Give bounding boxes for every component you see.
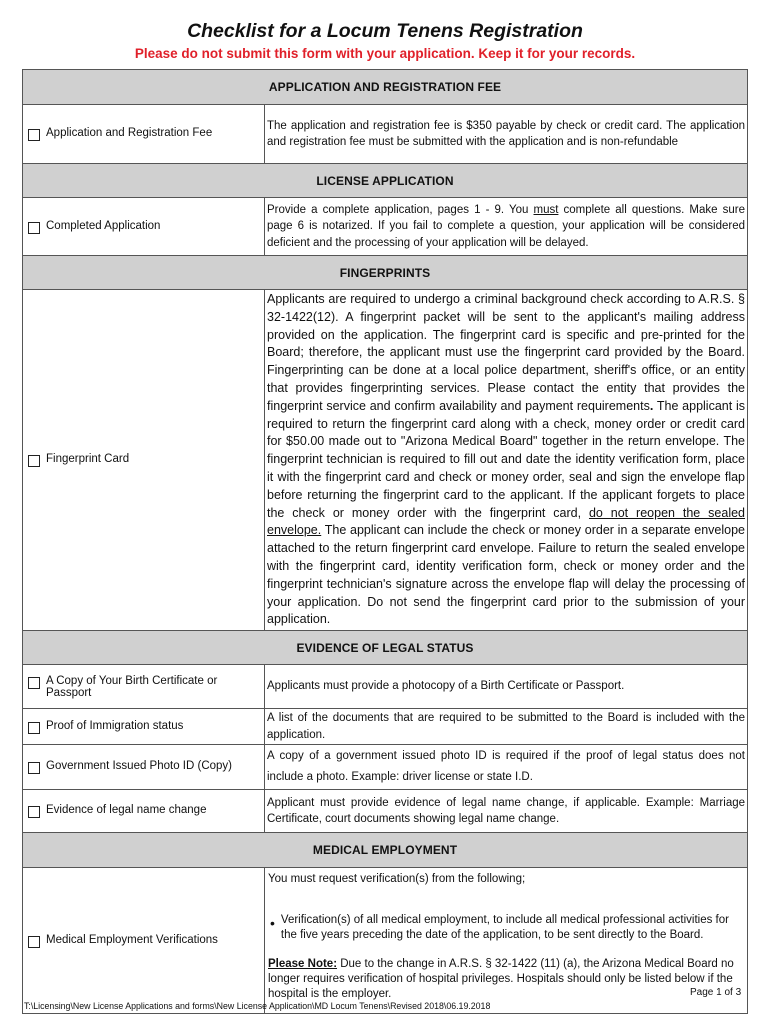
checkbox-photo-id[interactable]	[28, 762, 40, 774]
checkbox-completed-application[interactable]	[28, 222, 40, 234]
list-item: • Verification(s) of all medical employment, to include all medical professional activities for the five years preceding the date of the application, to be sent directly to the Board.	[270, 914, 729, 942]
checklist-table	[22, 69, 748, 1014]
section-header-license	[23, 164, 748, 198]
page-title: Checklist for a Locum Tenens Registration	[187, 20, 583, 42]
section-header-fee	[23, 70, 748, 105]
item-description: Applicants must provide a photocopy of a Birth Certificate or Passport.	[265, 665, 748, 709]
item-description: The application and registration fee is $350 payable by check or credit card. The application and registration fee must be submitted with the application and is non-refundable	[265, 105, 748, 164]
section-header-legal-status	[23, 631, 748, 665]
checkbox-employment-verifications[interactable]	[28, 936, 40, 948]
page-subtitle-warning: Please do not submit this form with your application. Keep it for your records.	[134, 46, 636, 61]
bullet-icon: •	[270, 915, 275, 932]
item-label: Government Issued Photo ID (Copy)	[46, 760, 232, 773]
item-label: A Copy of Your Birth Certificate or Passport	[46, 674, 218, 699]
checkbox-immigration-status[interactable]	[28, 722, 40, 734]
item-description	[265, 868, 748, 1014]
item-label: Evidence of legal name change	[46, 804, 207, 817]
section-heading: EVIDENCE OF LEGAL STATUS	[23, 631, 748, 665]
section-heading: APPLICATION AND REGISTRATION FEE	[23, 70, 748, 105]
file-path-footer: T:\Licensing\New License Applications and forms\New License Application\MD Locum Tenens\Revised 2018\06.19.2018	[24, 1001, 491, 1011]
checklist-row-application	[23, 198, 748, 256]
page-number: Page 1 of 3	[690, 987, 742, 998]
checkbox-birth-certificate[interactable]	[28, 677, 40, 689]
item-label: Proof of Immigration status	[46, 719, 184, 732]
checklist-row-name-change	[23, 790, 748, 833]
item-description: Applicant must provide evidence of legal name change, if applicable. Example: Marriage Certificate, court documents showing legal name change.	[265, 790, 748, 833]
item-description: A copy of a government issued photo ID is required if the proof of legal status does not include a photo. Example: driver license or state I.D.	[265, 745, 748, 790]
checklist-row-employment	[23, 868, 748, 1014]
section-header-fingerprints	[23, 256, 748, 290]
checklist-row-photo-id	[23, 745, 748, 790]
item-label: Application and Registration Fee	[46, 127, 213, 139]
employment-intro: You must request verification(s) from the following;	[268, 873, 526, 886]
checkbox-name-change[interactable]	[28, 806, 40, 818]
item-description: Provide a complete application, pages 1 - 9. You must complete all questions. Make sure page 6 is notarized. If you fail to complete a question, your application will be considered deficient and the processing of your application will be delayed.	[265, 198, 748, 256]
item-label: Fingerprint Card	[46, 453, 130, 466]
checklist-row-fee	[23, 105, 748, 164]
item-label: Completed Application	[46, 219, 161, 232]
item-description: Applicants are required to undergo a criminal background check according to A.R.S. § 32-1422(12). A fingerprint packet will be sent to the applicant's mailing address provided on the application. The fingerprint card is specific and pre-printed for the Board; therefore, the applicant must use the fingerprint card provided by the Board. Fingerprinting can be done at a local police department, sheriff's office, or an entity that provides fingerprinting services. Please contact the entity that provides the fingerprint service and confirm availability and payment requirements. The applicant is required to return the fingerprint card along with a check, money order or credit card for $50.00 made out to "Arizona Medical Board" together in the return envelope. The fingerprint technician is required to fill out and date the identity verification form, place it with the fingerprint card and check or money order, seal and sign the envelope flap before returning the fingerprint card to the applicant. If the applicant forgets to place the check or money order with the fingerprint card, do not reopen the sealed envelope. The applicant can include the check or money order in a separate envelope attached to the return fingerprint card envelope. Failure to return the sealed envelope with the fingerprint card, identity verification form, check or money order and the fingerprint technician's signature across the envelope flap will delay the processing of your application. Do not send the fingerprint card prior to the submission of your application.	[265, 290, 748, 631]
section-heading: MEDICAL EMPLOYMENT	[23, 833, 748, 868]
checklist-row-fingerprint	[23, 290, 748, 631]
section-header-medical-employment	[23, 833, 748, 868]
checkbox-fee[interactable]	[28, 129, 40, 141]
item-label: Medical Employment Verifications	[46, 933, 218, 946]
checklist-row-birth-certificate	[23, 665, 748, 709]
checklist-row-immigration	[23, 709, 748, 745]
section-heading: LICENSE APPLICATION	[23, 164, 748, 198]
employment-note: Please Note: Due to the change in A.R.S. § 32-1422 (11) (a), the Arizona Medical Board no longer requires verification of hospital privileges. Hospitals should only be listed below if the hospital is the employer.	[268, 958, 734, 1001]
checkbox-fingerprint-card[interactable]	[28, 455, 40, 467]
item-description: A list of the documents that are required to be submitted to the Board is included with the application.	[265, 709, 748, 745]
section-heading: FINGERPRINTS	[23, 256, 748, 290]
